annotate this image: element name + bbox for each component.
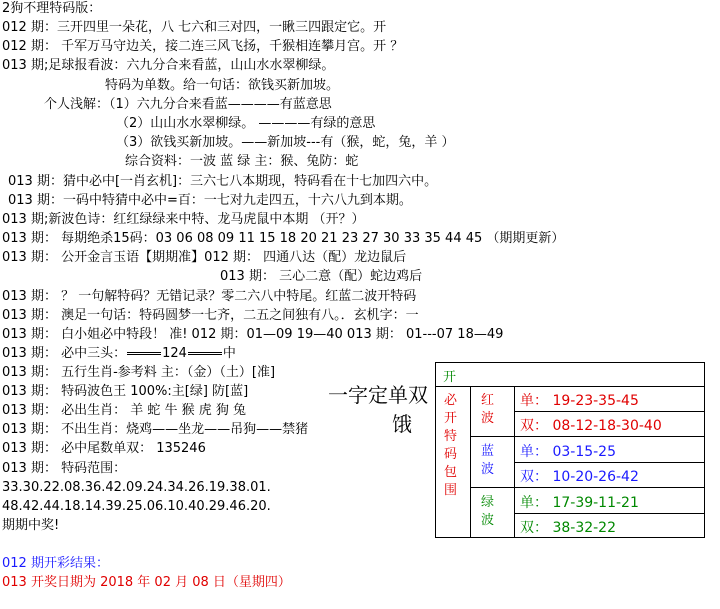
group-red xyxy=(471,386,704,437)
text-line: 012 期：三开四里一朵花，八 七六和三对四，一瞅三四跟定它。开 xyxy=(2,20,387,35)
row-text: 单： 19-23-35-45 xyxy=(520,393,639,409)
group-label-cell xyxy=(471,488,515,537)
text-segment: 013 期： 必中三头： xyxy=(2,346,127,361)
number-range: 48.42.44.18.14.39.25.06.10.40.29.46.20. xyxy=(2,499,271,514)
text-line: 013 期： 五行生肖-参考料 主：（金）（土）[准] xyxy=(2,365,276,380)
group-label: 绿波 xyxy=(481,495,495,528)
group-label: 红波 xyxy=(481,393,495,426)
text-line: （2）山山水水翠柳绿。 ————有绿的意思 xyxy=(116,116,376,131)
text-segment: 124 xyxy=(162,346,187,361)
divider xyxy=(188,352,222,355)
text-line: 013 期：猜中必中[一肖玄机]：三六七八本期现，特码看在十七加四六中。 xyxy=(8,174,438,189)
text-segment: 中 xyxy=(222,346,236,361)
text-line: 013 期： 不出生肖：烧鸡——坐龙——吊狗——禁猪 xyxy=(2,422,309,437)
text-line: 013 期： 公开金言玉语【期期准】012 期： 四通八达（配）龙边鼠后 xyxy=(2,250,407,265)
text-line xyxy=(2,345,236,362)
text-line: 012 期： 千军万马守边关，接二连三风飞扬，千猴相连攀月宫。开 ？ xyxy=(2,39,404,54)
row-text: 单： 17-39-11-21 xyxy=(520,495,639,511)
table-row xyxy=(515,513,704,538)
slogan: 一字定单双 xyxy=(328,383,428,407)
row-text: 双： 08-12-18-30-40 xyxy=(520,418,662,434)
prediction-table xyxy=(435,362,705,538)
group-green xyxy=(471,488,704,537)
text-line: 综合资料：一波 蓝 绿 主：猴、兔防：蛇 xyxy=(125,154,359,169)
table-row xyxy=(515,488,704,514)
slogan-char: 饿 xyxy=(392,412,412,436)
text-line: 013 期： 特码波色王 100%:主[绿] 防[蓝] xyxy=(2,384,249,399)
text-line: 013 期;新波色诗：红红绿绿来中特、龙马虎鼠中本期 （开？） xyxy=(2,212,365,227)
header-label: 开 xyxy=(443,370,457,385)
table-row xyxy=(515,386,704,412)
row-text: 双： 38-32-22 xyxy=(520,520,616,536)
text-line: 013 期： ？ 一句解特码？无错记录？零二六八中特尾。红蓝二波开特码 xyxy=(2,289,417,304)
text-line: 013 期： 澳足一句话：特码圆梦一七齐，二五之间独有八。．玄机字：一 xyxy=(2,308,419,323)
text-line: 013 期：一码中特猜中必中=百：一七对九走四五，十六八九到本期。 xyxy=(8,193,412,208)
group-label: 蓝波 xyxy=(481,444,495,477)
row-text: 单： 03-15-25 xyxy=(520,444,616,460)
group-blue xyxy=(471,437,704,488)
table-row xyxy=(515,411,704,436)
group-label-cell xyxy=(471,386,515,436)
vertical-label-column xyxy=(436,386,471,537)
text-line: 期期中奖! xyxy=(2,518,60,533)
group-label-cell xyxy=(471,437,515,487)
text-line: 013 期： 必中尾数单双： 135246 xyxy=(2,441,206,456)
page-title: 2狗不理特码版： xyxy=(2,1,102,16)
text-line: 013 期： 白小姐必中特段！ 准! 012 期：01—09 19—40 013 期： 01---07 18—49 xyxy=(2,327,504,342)
row-text: 双： 10-20-26-42 xyxy=(520,469,639,485)
text-line: 013 期： 特码范围： xyxy=(2,461,127,476)
text-line: 特码为单数。给一句话：欲钱买新加坡。 xyxy=(105,78,340,93)
text-line: 013 期;足球报看波：六九分合来看蓝，山山水水翠柳绿。 xyxy=(2,58,335,73)
table-row xyxy=(515,462,704,487)
divider xyxy=(127,352,161,355)
table-header xyxy=(436,363,704,387)
vertical-label: 必开特码包围 xyxy=(444,393,458,498)
text-line: 013 期： 三心二意（配）蛇边鸡后 xyxy=(220,269,423,284)
text-line: 013 期： 必出生肖： 羊 蛇 牛 猴 虎 狗 兔 xyxy=(2,403,247,418)
number-range: 33.30.22.08.36.42.09.24.34.26.19.38.01. xyxy=(2,480,271,495)
table-row xyxy=(515,437,704,463)
text-line: 013 期： 每期绝杀15码：03 06 08 09 11 15 18 20 21 23 27 30 33 35 44 45 （期期更新） xyxy=(2,231,565,246)
text-line: （3）欲钱买新加坡。——新加坡---有（猴，蛇，兔，羊 ） xyxy=(116,135,455,150)
text-line: 个人浅解：（1）六九分合来看蓝————有蓝意思 xyxy=(44,97,332,112)
result-heading: 012 期开彩结果： xyxy=(2,556,109,571)
draw-date: 013 开奖日期为 2018 年 02 月 08 日（星期四） xyxy=(2,575,291,590)
